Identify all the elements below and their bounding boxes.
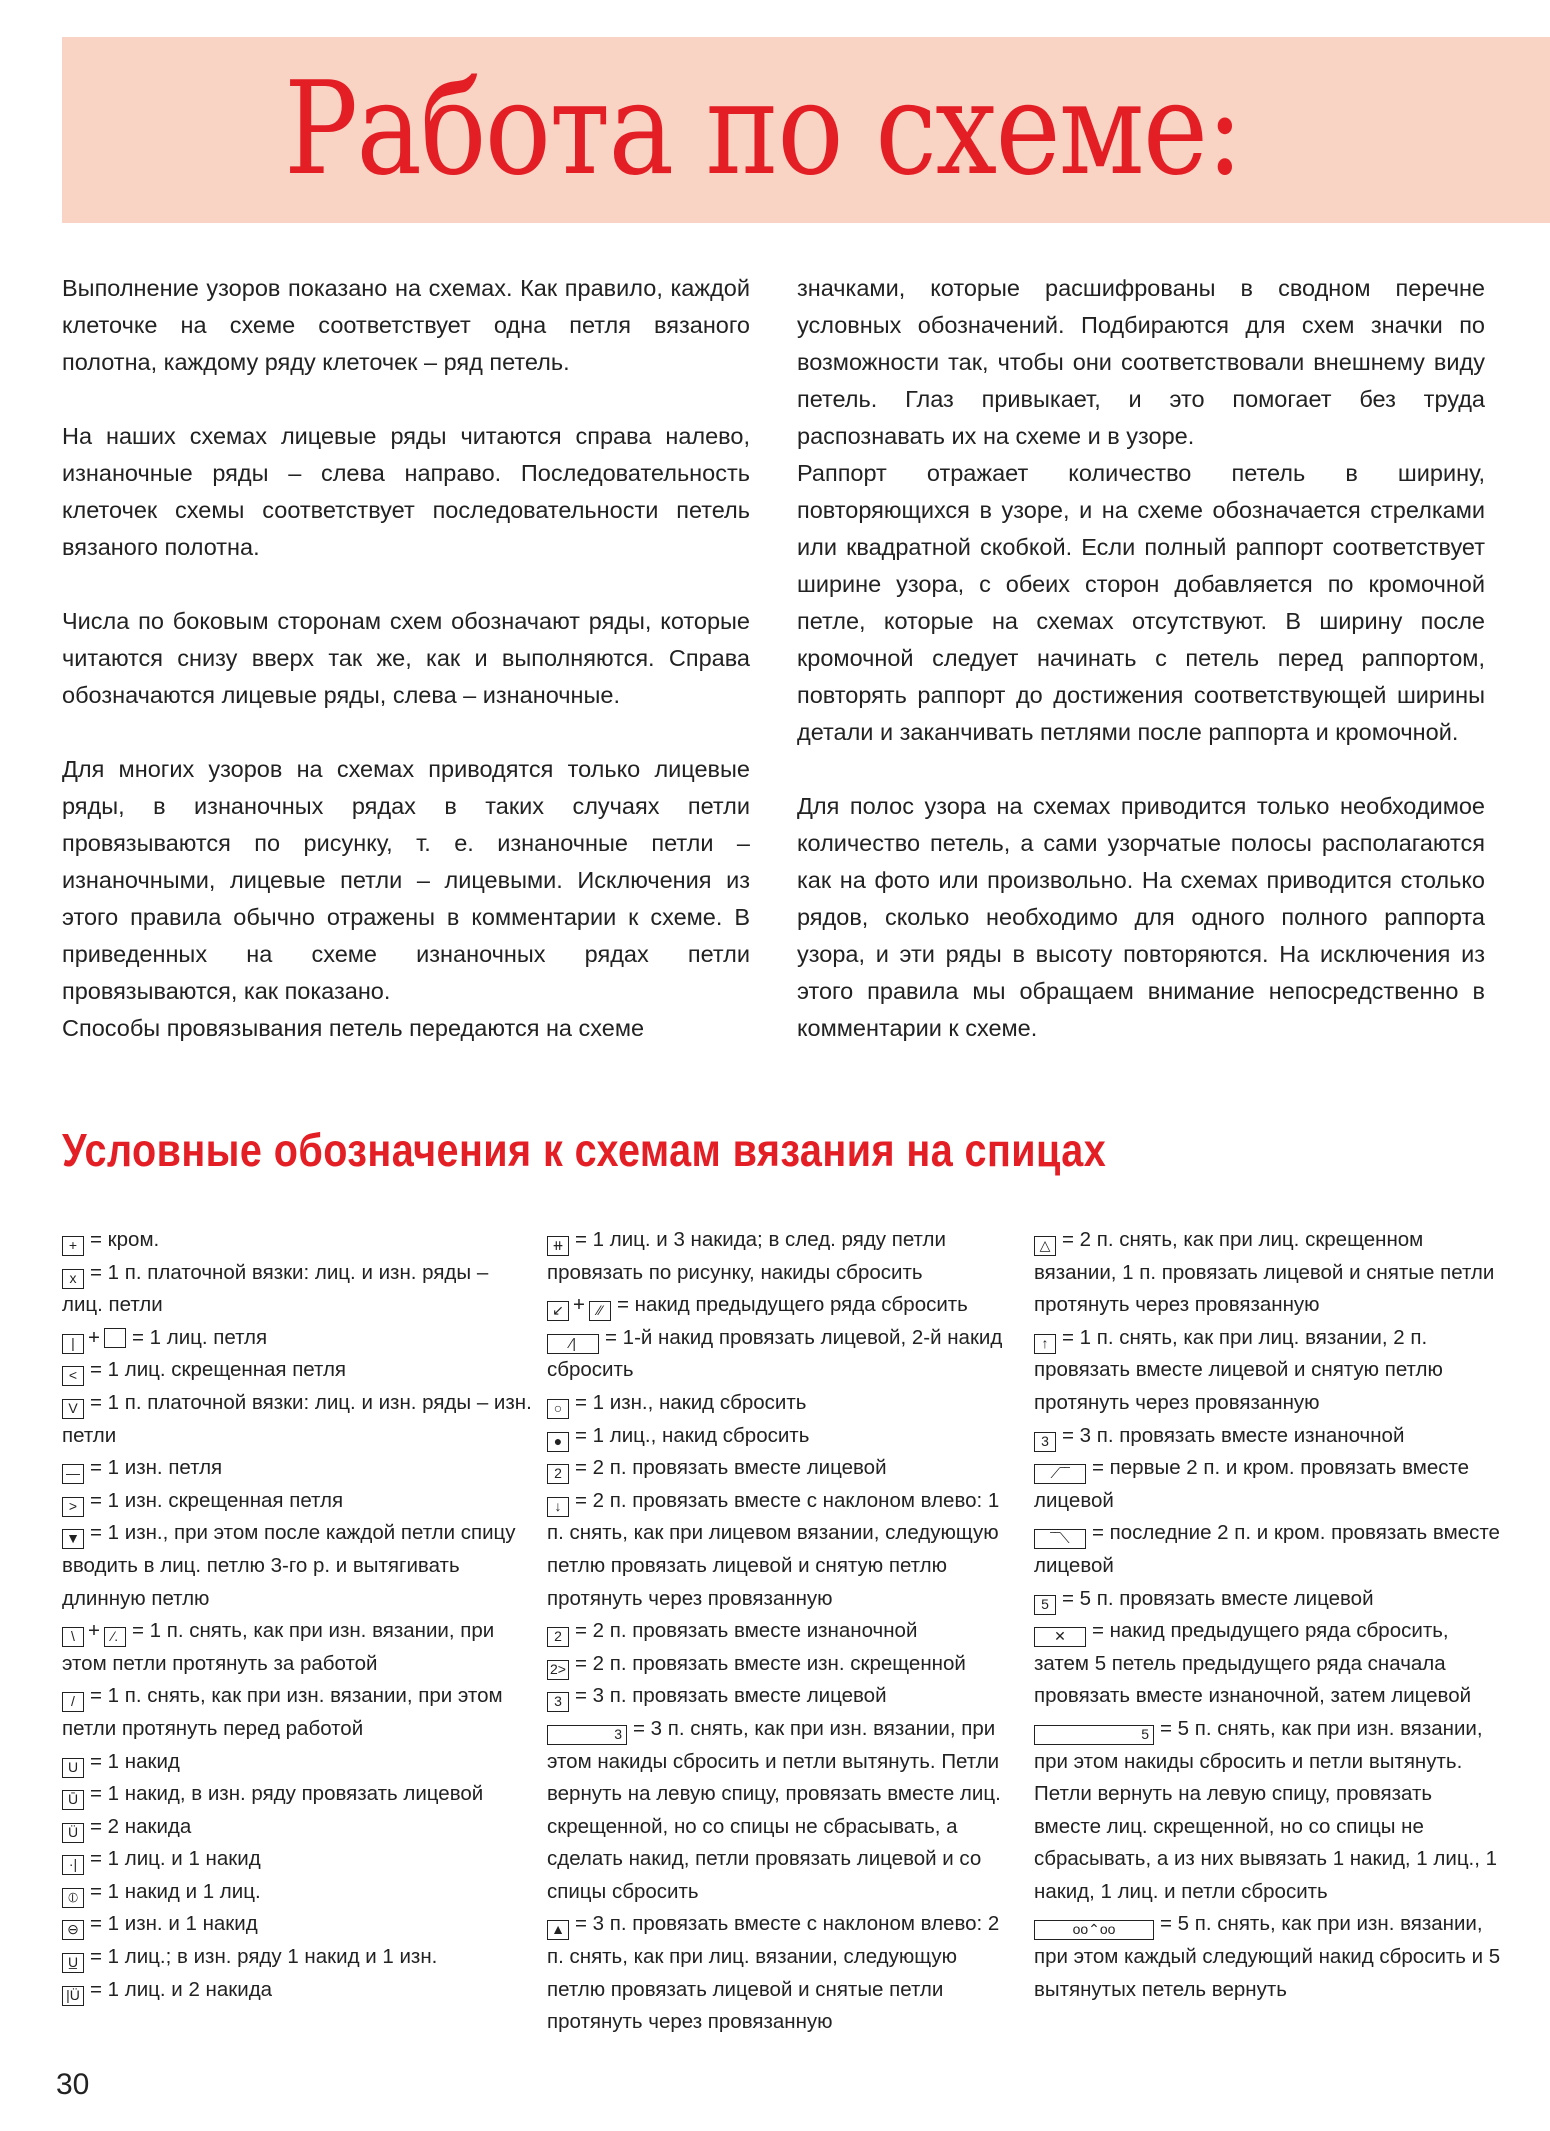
legend-item: Ü = 2 накида [62, 1811, 532, 1844]
legend-item: | + = 1 лиц. петля [62, 1322, 532, 1355]
legend-item: ·| = 1 лиц. и 1 накид [62, 1843, 532, 1876]
intro-paragraph: Способы провязывания петель передаются на схеме [62, 1015, 645, 1041]
legend-item: oo⌃oo = 5 п. снять, как при изн. вязании, при этом каждый следующий накид сбросить и 5 вытянутых петель вернуть [1034, 1912, 1501, 2001]
slip-five-elongated-icon: 5 [1034, 1725, 1154, 1745]
legend-item: ↓ = 2 п. провязать вместе с наклоном влево: 1 п. снять, как при лицевом вязании, следующую петлю провязать лицевой и снятую петлю протянуть через провязанную [547, 1488, 1000, 1610]
k3tog-icon: 3 [547, 1692, 569, 1712]
legend-item: ● = 1 лиц., накид сбросить [547, 1420, 1017, 1453]
intro-paragraph: Числа по боковым сторонам схем обозначают ряды, которые читаются снизу вверх так же, как и выполняются. Справа обозначаются лицевые ряды, слева – изнаночные. [62, 608, 750, 708]
legend-item: △ = 2 п. снять, как при лиц. скрещенном вязании, 1 п. провязать лицевой и снятые петли протянуть через провязанную [1034, 1228, 1495, 1317]
page-title: Работа по схеме: [284, 55, 1242, 204]
knit-first-yo-icon: ⁄| [547, 1334, 599, 1354]
legend-item: ⧺ = 1 лиц. и 3 накида; в след. ряду петли провязать по рисунку, накиды сбросить [547, 1228, 946, 1284]
slip-dot-icon: ⁄. [104, 1627, 126, 1647]
long-loop-icon: ▼ [62, 1529, 84, 1549]
legend-item: ⁄| = 1-й накид провязать лицевой, 2-й накид сбросить [547, 1325, 1003, 1382]
sk2p-centered-icon: ↑ [1034, 1334, 1056, 1354]
drop-yo-icon: ↙ [547, 1301, 569, 1321]
legend-item: ↑ = 1 п. снять, как при лиц. вязании, 2 п. провязать вместе лицевой и снятую петлю протянуть через провязанную [1034, 1325, 1443, 1414]
twisted-knit-icon: < [62, 1366, 84, 1386]
legend-item: 5 = 5 п. провязать вместе лицевой [1034, 1583, 1504, 1616]
slip-wyib-icon: \ [62, 1627, 84, 1647]
knit-stitch-icon: | [62, 1334, 84, 1354]
purl-stitch-icon: — [62, 1464, 84, 1484]
twisted-purl-icon: > [62, 1497, 84, 1517]
purl-yo-icon: ⊖ [62, 1920, 84, 1940]
slip-wyif-icon: / [62, 1692, 84, 1712]
knit-drop-yo-icon: ● [547, 1432, 569, 1452]
legend-item: + = кром. [62, 1224, 532, 1257]
intro-paragraph: значками, которые расшифрованы в сводном перечне условных обозначений. Подбираются для схем значки по возможности так, чтобы они соответствовали внешнему виду петель. Глаз привыкает, и это помогает без труда распознавать их на схеме и в узоре. [797, 275, 1485, 449]
p2tog-tbl-icon: 2> [547, 1660, 569, 1680]
legend-item: ○ = 1 изн., накид сбросить [547, 1387, 1017, 1420]
page-number: 30 [56, 2068, 90, 2101]
knit-yo-purl-icon: U̲ [62, 1953, 84, 1973]
legend-item: > = 1 изн. скрещенная петля [62, 1485, 532, 1518]
p3tog-icon: 3 [1034, 1432, 1056, 1452]
yarn-over-icon: U [62, 1758, 84, 1778]
legend-item: ⟋‾‾ = первые 2 п. и кром. провязать вместе лицевой [1034, 1456, 1470, 1512]
legend-item: x = 1 п. платочной вязки: лиц. и изн. ряды – лиц. петли [62, 1260, 489, 1317]
first-edge-dec-icon: ⟋‾‾ [1034, 1464, 1086, 1484]
legend-column-2 [547, 1224, 1017, 2039]
intro-paragraph: Раппорт отражает количество петель в ширину, повторяющихся в узоре, и на схеме обозначается стрелками или квадратной скобкой. Если полный раппорт соответствует ширине узора, с обеих сторон добавляется по кромочной петле, которые на схемах отсутствуют. В ширину после кромочной следует начинать с петель перед раппортом, повторять раппорт до достижения соответствующей ширины детали и заканчивать петлями после раппорта и кромочной. [797, 460, 1485, 745]
sk2p-icon: ▲ [547, 1920, 569, 1940]
legend-item: 3 = 3 п. снять, как при изн. вязании, при этом накиды сбросить и петли вытянуть. Петли вернуть на левую спицу, провязать вместе лиц. скрещенной, но со спицы не сбрасывать, а сделать накид, петли провязать лицевой и со спицы сбросить [547, 1716, 1001, 1903]
legend-item: < = 1 лиц. скрещенная петля [62, 1354, 532, 1387]
legend-item: ↙ + ⁄⁄ = накид предыдущего ряда сбросить [547, 1289, 1017, 1322]
knit-three-yo-icon: ⧺ [547, 1236, 569, 1256]
drop-yo-five-icon: ✕ [1034, 1627, 1086, 1647]
slip-three-elongated-icon: 3 [547, 1725, 627, 1745]
legend-item: U = 1 накид [62, 1746, 532, 1779]
blank-square-icon [104, 1328, 126, 1348]
purl-drop-yo-icon: ○ [547, 1399, 569, 1419]
garter-knit-icon: x [62, 1269, 84, 1289]
legend-item: 3 = 3 п. провязать вместе лицевой [547, 1680, 1017, 1713]
legend-item: 3 = 3 п. провязать вместе изнаночной [1034, 1420, 1504, 1453]
yo-knit-icon: ⦶ [62, 1888, 84, 1908]
five-elongated-return-icon: oo⌃oo [1034, 1920, 1154, 1940]
k5tog-icon: 5 [1034, 1595, 1056, 1615]
legend-item: 2 = 2 п. провязать вместе изнаночной [547, 1615, 1017, 1648]
legend-column-3 [1034, 1224, 1504, 2006]
legend-item: ▲ = 3 п. провязать вместе с наклоном влево: 2 п. снять, как при лиц. вязании, следующую петлю провязать лицевой и снятые петли протянуть через провязанную [547, 1912, 1000, 2034]
legend-item: ⦶ = 1 накид и 1 лиц. [62, 1876, 532, 1909]
intro-right-column [797, 270, 1485, 1047]
title-banner [62, 37, 1550, 223]
drop-yo-alt-icon: ⁄⁄ [589, 1301, 611, 1321]
intro-paragraph: На наших схемах лицевые ряды читаются справа налево, изнаночные ряды – слева направо. Последовательность клеточек схемы соответствует последовательности петель вязаного полотна. [62, 423, 750, 560]
legend-item: 2> = 2 п. провязать вместе изн. скрещенной [547, 1648, 1017, 1681]
knit-yo-icon: ·| [62, 1855, 84, 1875]
ssk-icon: ↓ [547, 1497, 569, 1517]
edge-stitch-icon: + [62, 1236, 84, 1256]
legend-item: |Ü = 1 лиц. и 2 накида [62, 1974, 532, 2007]
legend-item: ‾‾⟍ = последние 2 п. и кром. провязать вместе лицевой [1034, 1521, 1500, 1577]
legend-item: / = 1 п. снять, как при изн. вязании, при этом петли протянуть перед работой [62, 1684, 503, 1740]
p2tog-icon: 2 [547, 1627, 569, 1647]
last-edge-dec-icon: ‾‾⟍ [1034, 1529, 1086, 1549]
legend-item: ▼ = 1 изн., при этом после каждой петли спицу вводить в лиц. петлю 3-го р. и вытягивать длинную петлю [62, 1521, 516, 1610]
legend-item: U̲ = 1 лиц.; в изн. ряду 1 накид и 1 изн. [62, 1941, 532, 1974]
intro-paragraph: Для полос узора на схемах приводится только необходимое количество петель, а сами узорчатые полосы располагаются как на фото или произвольно. На схемах приводится столько рядов, сколько необходимо для одного полного раппорта узора, и эти ряды в высоту повторяются. На исключения из этого правила мы обращаем внимание непосредственно в комментарии к схеме. [797, 793, 1485, 1041]
legend-item: V = 1 п. платочной вязки: лиц. и изн. ряды – изн. петли [62, 1390, 532, 1447]
twisted-sk2p-icon: △ [1034, 1236, 1056, 1256]
legend-item: ⊖ = 1 изн. и 1 накид [62, 1908, 532, 1941]
k2tog-icon: 2 [547, 1464, 569, 1484]
legend-item: — = 1 изн. петля [62, 1452, 532, 1485]
yarn-over-knit-icon: Ū [62, 1790, 84, 1810]
intro-paragraph: Для многих узоров на схемах приводятся только лицевые ряды, в изнаночных рядах в таких случаях петли провязываются по рисунку, т. е. изнаночные петли – изнаночными, лицевые петли – лицевыми. Исключения из этого правила обычно отражены в комментарии к схеме. В приведенных на схеме изнаночных рядах петли провязываются, как показано. [62, 756, 750, 1004]
legend-column-1 [62, 1224, 532, 2006]
double-yarn-over-icon: Ü [62, 1823, 84, 1843]
intro-left-column [62, 270, 750, 1047]
garter-purl-icon: V [62, 1399, 84, 1419]
legend-item: ✕ = накид предыдущего ряда сбросить, затем 5 петель предыдущего ряда сначала провязать вместе изнаночной, затем лицевой [1034, 1619, 1472, 1708]
legend-item: 5 = 5 п. снять, как при изн. вязании, при этом накиды сбросить и петли вытянуть. Петли вернуть на левую спицу, провязать вместе лиц. скрещенной, но со спицы не сбрасывать, а из них вывязать 1 накид, 1 лиц., 1 накид, 1 лиц. и петли сбросить [1034, 1716, 1498, 1903]
legend-item: \ + ⁄. = 1 п. снять, как при изн. вязании, при этом петли протянуть за работой [62, 1619, 495, 1675]
intro-paragraph: Выполнение узоров показано на схемах. Как правило, каждой клеточке на схеме соответствует одна петля вязаного полотна, каждому ряду клеточек – ряд петель. [62, 275, 750, 375]
legend-heading: Условные обозначения к схемам вязания на спицах [62, 1124, 1107, 1176]
legend-item: 2 = 2 п. провязать вместе лицевой [547, 1452, 1017, 1485]
legend-item: Ū = 1 накид, в изн. ряду провязать лицевой [62, 1778, 532, 1811]
knit-two-yo-icon: |Ü [62, 1986, 84, 2006]
